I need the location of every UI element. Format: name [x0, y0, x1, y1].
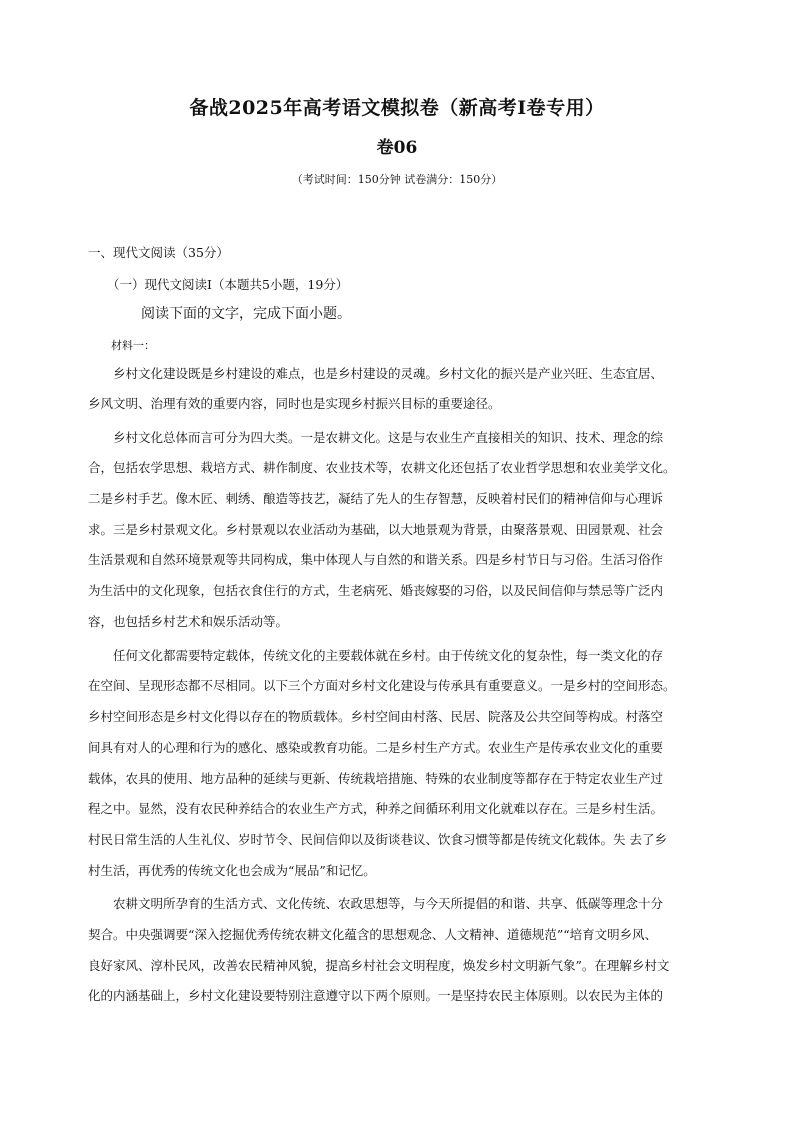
subsection-heading: （一）现代文阅读Ⅰ（本题共5小题，19分） [107, 277, 349, 292]
passage-line: 任何文化都需要特定载体，传统文化的主要载体就在乡村。由于传统文化的复杂性，每一类文化的存 [113, 648, 664, 663]
passage-line: 在空间、呈现形态都不尽相同。以下三个方面对乡村文化建设与传承具有重要意义。一是乡村的空间形态。 [88, 678, 676, 693]
passage-line: 间具有对人的心理和行为的感化、感染或教育功能。二是乡村生产方式。农业生产是传承农业文化的重要 [88, 740, 664, 755]
exam-subtitle: 卷06 [376, 138, 418, 158]
passage-line: 化的内涵基础上，乡村文化建设要特别注意遵守以下两个原则。一是坚持农民主体原则。以农民为主体的 [88, 988, 664, 1003]
passage-line: 农耕文明所孕育的生活方式、文化传统、农政思想等，与今天所提倡的和谐、共享、低碳等理念十分 [113, 896, 664, 911]
passage-line: 乡村文化总体而言可分为四大类。一是农耕文化。这是与农业生产直接相关的知识、技术、理念的综 [113, 430, 664, 445]
section-heading: 一、现代文阅读（35分） [88, 245, 229, 260]
passage-line: 乡风文明、治理有效的重要内容，同时也是实现乡村振兴目标的重要途径。 [88, 396, 501, 411]
passage-line: 生活景观和自然环境景观等共同构成，集中体现人与自然的和谐关系。四是乡村节日与习俗。生活习俗作 [88, 552, 664, 567]
passage-line: 村生活，再优秀的传统文化也会成为“展品”和记忆。 [88, 863, 376, 878]
reading-instruction: 阅读下面的文字，完成下面小题。 [141, 306, 351, 322]
passage-line: 载体，农具的使用、地方品种的延续与更新、传统栽培措施、特殊的农业制度等都存在于特定农业生产过 [88, 771, 664, 786]
passage-line: 求。三是乡村景观文化。乡村景观以农业活动为基础，以大地景观为背景，由聚落景观、田园景观、社会 [88, 522, 664, 537]
exam-timing: （考试时间：150分钟 试卷满分：150分） [291, 173, 503, 186]
passage-line: 合，包括农学思想、栽培方式、耕作制度、农业技术等，农耕文化还包括了农业哲学思想和农业美学文化。 [88, 460, 676, 475]
passage-line: 乡村空间形态是乡村文化得以存在的物质载体。乡村空间由村落、民居、院落及公共空间等构成。村落空 [88, 709, 664, 724]
passage-line: 二是乡村手艺。像木匠、刺绣、酿造等技艺，凝结了先人的生存智慧，反映着村民们的精神信仰与心理诉 [88, 491, 664, 506]
passage-line: 容，也包括乡村艺术和娱乐活动等。 [88, 614, 289, 629]
passage-line: 良好家风、淳朴民风，改善农民精神风貌，提高乡村社会文明程度，焕发乡村文明新气象”。在理解乡村文 [88, 958, 670, 973]
passage-line: 程之中。显然，没有农民种养结合的农业生产方式，种养之间循环利用文化就难以存在。三是乡村生活。 [88, 801, 664, 816]
passage-line: 契合。中央强调要“深入挖掘优秀传统农耕文化蕴含的思想观念、人文精神、道德规范”“培育文明乡风、 [88, 927, 658, 942]
exam-title: 备战2025年高考语文模拟卷（新高考Ⅰ卷专用） [189, 97, 605, 119]
passage-line: 为生活中的文化现象，包括衣食住行的方式，生老病死、婚丧嫁娶的习俗，以及民间信仰与禁忌等广泛内 [88, 583, 664, 598]
material-label: 材料一： [111, 339, 155, 352]
passage-line: 村民日常生活的人生礼仪、岁时节令、民间信仰以及街谈巷议、饮食习惯等都是传统文化载体。失 去了乡 [88, 832, 667, 847]
passage-line: 乡村文化建设既是乡村建设的难点，也是乡村建设的灵魂。乡村文化的振兴是产业兴旺、生态宜居、 [113, 366, 664, 381]
